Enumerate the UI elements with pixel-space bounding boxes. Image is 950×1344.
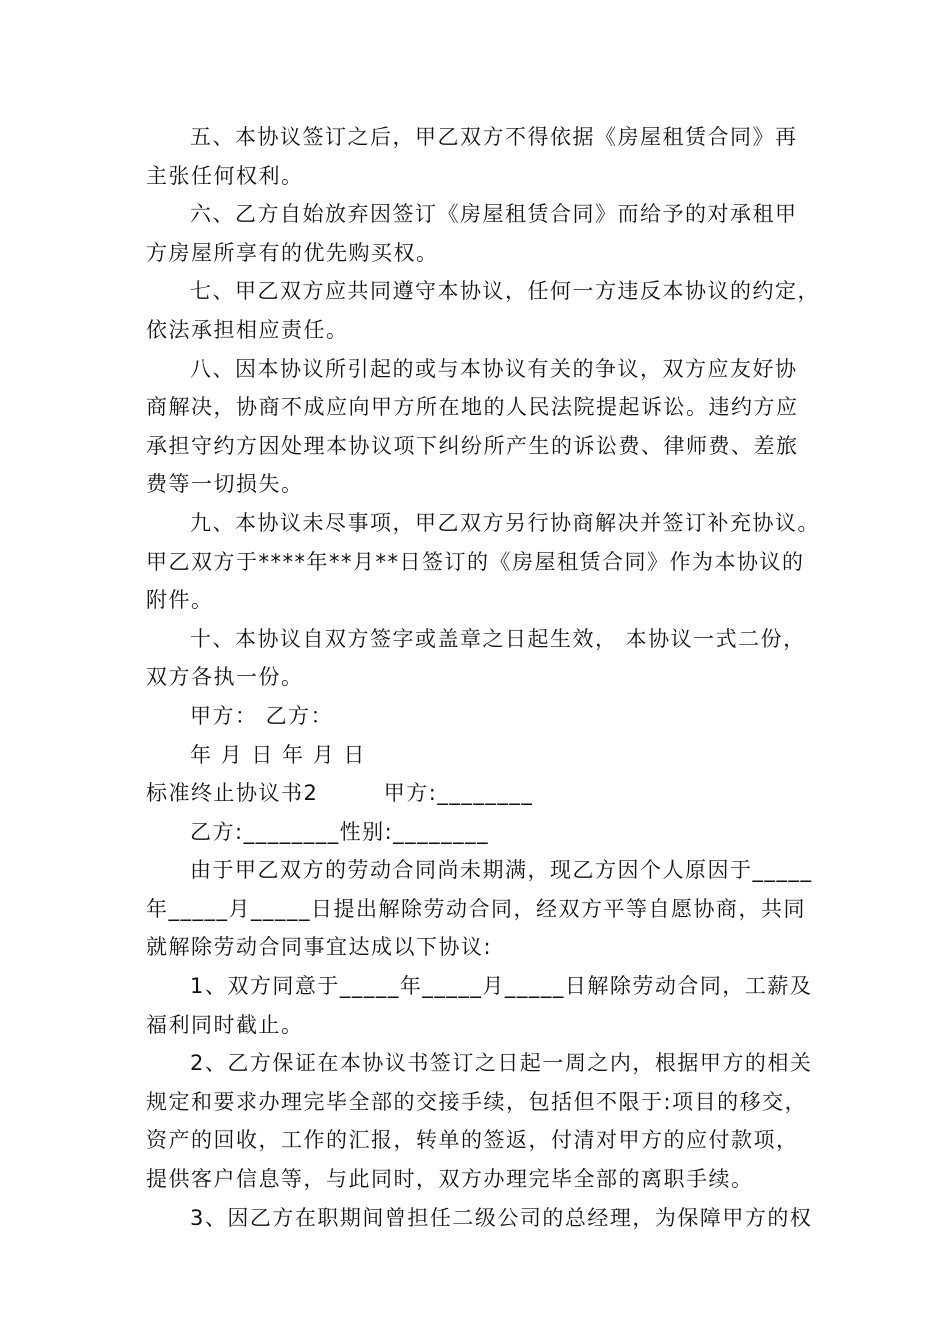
text-line: 五、本协议签订之后，甲乙双方不得依据《房屋租赁合同》再 xyxy=(190,125,798,149)
text-line: 附件。 xyxy=(146,588,214,613)
text-line: 六、乙方自始放弃因签订《房屋租赁合同》而给予的对承租甲 xyxy=(190,202,798,227)
signature-labels: 甲方： 乙方： xyxy=(190,703,334,728)
text-line: 依法承担相应责任。 xyxy=(146,317,349,342)
text-line: 2、乙方保证在本协议书签订之日起一周之内，根据甲方的相关 xyxy=(190,1051,813,1076)
text-line: 商解决，协商不成应向甲方所在地的人民法院提起诉讼。违约方应 xyxy=(146,395,799,420)
signature-dates: 年 月 日 年 月 日 xyxy=(190,742,366,767)
text-line: 福利同时截止。 xyxy=(146,1012,304,1037)
text-line: 承担守约方因处理本协议项下纠纷所产生的诉讼费、律师费、差旅 xyxy=(146,433,799,458)
text-line: 费等一切损失。 xyxy=(146,472,304,497)
text-line: 方房屋所享有的优先购买权。 xyxy=(146,240,439,265)
document-body xyxy=(146,118,820,1237)
section-title: 标准终止协议书2 甲方:________ xyxy=(146,781,534,806)
text-line: 1、双方同意于_____年_____月_____日解除劳动合同，工薪及 xyxy=(190,974,813,999)
text-line: 主张任何权利。 xyxy=(146,163,304,188)
text-line: 资产的回收，工作的汇报，转单的签返，付清对甲方的应付款项， xyxy=(146,1128,799,1153)
text-line: 3、因乙方在职期间曾担任二级公司的总经理，为保障甲方的权 xyxy=(190,1205,813,1230)
text-line: 提供客户信息等，与此同时，双方办理完毕全部的离职手续。 xyxy=(146,1167,754,1192)
text-line: 九、本协议未尽事项，甲乙双方另行协商解决并签订补充协议。 xyxy=(190,510,820,535)
text-line: 八、因本协议所引起的或与本协议有关的争议，双方应友好协 xyxy=(190,356,798,381)
text-line: 甲乙双方于****年**月**日签订的《房屋租赁合同》作为本协议的 xyxy=(146,549,805,574)
text-line: 由于甲乙双方的劳动合同尚未期满，现乙方因个人原因于_____ xyxy=(190,858,813,883)
text-line: 七、甲乙双方应共同遵守本协议，任何一方违反本协议的约定， xyxy=(190,279,820,304)
text-line: 就解除劳动合同事宜达成以下协议: xyxy=(146,935,493,960)
text-line: 规定和要求办理完毕全部的交接手续，包括但不限于:项目的移交， xyxy=(146,1089,808,1114)
text-line: 十、本协议自双方签字或盖章之日起生效， 本协议一式二份， xyxy=(190,626,806,651)
text-line: 年_____月_____日提出解除劳动合同，经双方平等自愿协商，共同 xyxy=(146,896,806,921)
party-info-line: 乙方:________性别:________ xyxy=(190,819,490,844)
text-line: 双方各执一份。 xyxy=(146,665,304,690)
